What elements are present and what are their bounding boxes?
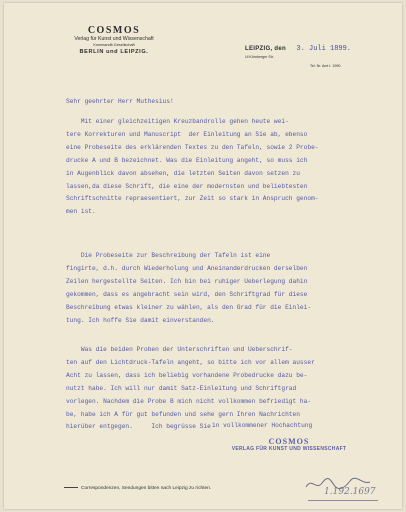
letterhead-place-date — [245, 37, 365, 60]
text-line: ten auf den Lichtdruck-Tafeln angeht, so bitte ich vor allem ausser — [66, 358, 315, 366]
letter-address: Ul Kürnberger Str. — [245, 55, 274, 59]
text-line: in Augenblick davon absehen, die letzten Seiten davon setzen zu — [66, 169, 300, 177]
letter-date: 3. Juli 1899. — [296, 45, 351, 53]
paragraph-3 — [66, 344, 366, 434]
text-line: Was die beiden Proben der Unterschriften und Ueberschrif- — [66, 346, 293, 353]
text-line: tung. Ich hoffe Sie damit einverstanden. — [66, 316, 215, 324]
text-line: Zeilen hergestellte Seiten. Ich bin bei ruhiger Ueberlegung dahin — [66, 277, 308, 285]
telephone-number: Tel. Nr. Amt I. 1990. — [310, 64, 342, 68]
publisher-subtitle: Verlag für Kunst und Wissenschaft — [74, 36, 154, 42]
letterhead-publisher — [54, 25, 174, 55]
text-line: lassen,da diese Schrift, die eine der modernsten und beliebtesten — [66, 182, 308, 190]
archive-underline — [308, 500, 378, 501]
stamp-brand: COSMOS — [268, 437, 310, 446]
text-line: vorlegen. Nachdem die Probe B mich nicht vollkommen befriedigt ha- — [66, 397, 312, 405]
publisher-stamp — [219, 437, 359, 452]
publisher-company-type: Kommandit-Gesellschaft — [93, 43, 135, 47]
archive-number: 1.192.1697 — [324, 487, 376, 497]
text-line: tere Korrekturen und Manuscript der Einleitung an Sie ab, ebenso — [66, 130, 308, 138]
text-line: hierüber entgegen. Ich begrüsse Sie — [66, 423, 211, 431]
text-line: Schriftschnitte repraesentiert, zur Zeit so stark in Anspruch genom- — [66, 195, 319, 203]
footer-note — [64, 486, 211, 491]
text-line: eine Probeseite des erklärenden Textes zu den Tafeln, sowie 2 Probe- — [66, 143, 319, 151]
letter-sheet — [4, 3, 402, 509]
paragraph-2 — [66, 250, 366, 327]
stamp-subtitle: VERLAG FÜR KUNST UND WISSENSCHAFT — [231, 446, 347, 452]
text-line: be, habe ich A für gut befunden und sehe gern Ihren Nachrichten — [66, 410, 300, 418]
salutation: Sehr geehrter Herr Muthesius! — [66, 98, 174, 105]
text-line: gekommen, dass es angebracht sein wird, den Schriftgrad für diese — [66, 290, 308, 298]
text-line: Acht zu lassen, dass ich beliebig vorhandene Probedrucke dazu be- — [66, 371, 308, 379]
footer-note-text: Correspondenzen, Sendungen bitten nach Leipzig zu richten. — [81, 486, 212, 491]
text-line: fingirte, d.h. durch Wiederholung und Aneinanderdrucken derselben — [66, 264, 308, 272]
text-line: Die Probeseite zur Beschreibung der Tafeln ist eine — [66, 252, 271, 259]
text-line: drucke A und B bezeichnet. Was die Einleitung angeht, so muss ich — [66, 156, 308, 164]
text-line: Mit einer gleichzeitigen Kreuzbandrolle gehen heute wei- — [66, 118, 289, 125]
letter-place: LEIPZIG, den — [245, 46, 286, 52]
text-line: nutzt habe. Ich will nur damit Satz-Einleitung und Schriftgrad — [66, 384, 297, 392]
text-line: Beschreibung etwas kleiner zu wählen, als den Grad für die Einlei- — [66, 303, 312, 311]
closing-line: in vollkommener Hochachtung — [212, 422, 313, 429]
publisher-city: BERLIN und LEIPZIG. — [79, 49, 149, 55]
publisher-brand: COSMOS — [87, 25, 141, 36]
text-line: men ist. — [66, 208, 96, 216]
footer-dash — [64, 487, 78, 488]
paragraph-1 — [66, 116, 366, 219]
